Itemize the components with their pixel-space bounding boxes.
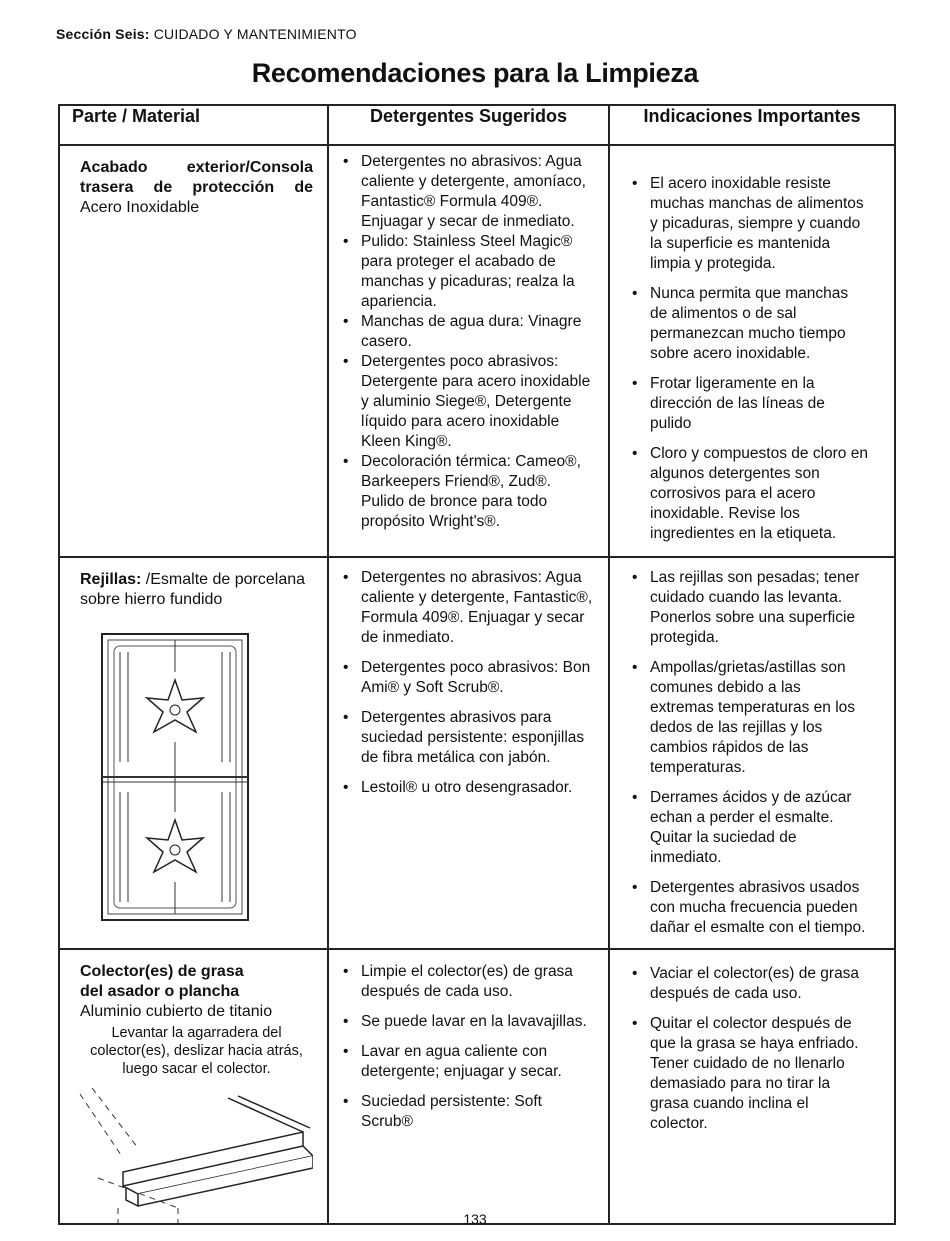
column-header-detergents: Detergentes Sugeridos — [328, 105, 609, 145]
part-description — [80, 570, 313, 610]
grate-illustration — [100, 632, 250, 922]
table-row — [59, 557, 895, 949]
list-item: • Las rejillas son pesadas; tener cuidado cuando las levanta. Ponerlos sobre una superficie protegida. — [630, 568, 868, 648]
indications-cell — [609, 557, 895, 949]
column-header-indications: Indicaciones Importantes — [609, 105, 895, 145]
list-item: • Lestoil® u otro desengrasador. — [341, 778, 598, 798]
list-item: • Detergentes poco abrasivos: Bon Ami® y Soft Scrub®. — [341, 658, 598, 698]
part-name-line: Colector(es) de grasa — [80, 963, 244, 980]
table-header-row — [59, 105, 895, 145]
list-item: • El acero inoxidable resiste muchas manchas de alimentos y picaduras, siempre y cuando la superficie es mantenida limpia y protegida. — [630, 174, 868, 274]
part-material: /Esmalte de porcelana sobre hierro fundido — [80, 571, 306, 608]
list-item: • Detergentes abrasivos para suciedad persistente: esponjillas de fibra metálica con jabón. — [341, 708, 598, 768]
column-header-part: Parte / Material — [59, 105, 328, 145]
detergents-cell — [328, 949, 609, 1224]
section-label: Sección Seis: — [56, 26, 150, 42]
grease-pan-illustration — [78, 1088, 313, 1223]
part-name-line: del asador o plancha — [80, 983, 240, 1000]
table-row — [59, 145, 895, 557]
list-item: • Ampollas/grietas/astillas son comunes debido a las extremas temperaturas en los dedos de las rejillas y los cambios rápidos de las temperaturas. — [630, 658, 868, 778]
list-item: • Nunca permita que manchas de alimentos o de sal permanezcan mucho tiempo sobre acero inoxidable. — [630, 284, 868, 364]
list-item: • Se puede lavar en la lavavajillas. — [341, 1012, 598, 1032]
page-title: Recomendaciones para la Limpieza — [251, 58, 699, 88]
detergents-cell — [328, 145, 609, 557]
section-header — [56, 26, 357, 42]
part-note: Levantar la agarradera del colector(es), deslizar hacia atrás, luego sacar el colector. — [90, 1025, 303, 1077]
list-item: • Detergentes abrasivos usados con mucha frecuencia pueden dañar el esmalte con el tiempo. — [630, 878, 868, 938]
list-item: • Frotar ligeramente en la dirección de las líneas de pulido — [630, 374, 868, 434]
part-material: Acero Inoxidable — [80, 199, 200, 216]
list-item: • Vaciar el colector(es) de grasa después de cada uso. — [630, 964, 868, 1004]
detergents-cell — [328, 557, 609, 949]
part-cell — [59, 949, 328, 1224]
list-item: • Detergentes poco abrasivos: Detergente para acero inoxidable y aluminio Siege®, Detergente líquido para acero inoxidable Kleen King®. — [341, 352, 598, 452]
list-item: • Manchas de agua dura: Vinagre casero. — [341, 312, 598, 352]
indications-cell — [609, 145, 895, 557]
list-item: • Lavar en agua caliente con detergente; enjuagar y secar. — [341, 1042, 598, 1082]
list-item: • Derrames ácidos y de azúcar echan a perder el esmalte. Quitar la suciedad de inmediato. — [630, 788, 868, 868]
cleaning-table — [58, 104, 896, 1225]
page-number: 133 — [463, 1211, 487, 1227]
section-name: CUIDADO Y MANTENIMIENTO — [153, 26, 357, 42]
table-row — [59, 949, 895, 1224]
list-item: • Detergentes no abrasivos: Agua caliente y detergente, Fantastic®, Formula 409®. Enjuagar y secar de inmediato. — [341, 568, 598, 648]
list-item: • Decoloración térmica: Cameo®, Barkeepers Friend®, Zud®. Pulido de bronce para todo propósito Wright's®. — [341, 452, 598, 532]
list-item: • Detergentes no abrasivos: Agua caliente y detergente, amoníaco, Fantastic® Formula 409®. Enjuagar y secar de inmediato. — [341, 152, 598, 232]
list-item: • Suciedad persistente: Soft Scrub® — [341, 1092, 598, 1132]
list-item: • Cloro y compuestos de cloro en algunos detergentes son corrosivos para el acero inoxidable. Revise los ingredientes en la etiqueta. — [630, 444, 868, 544]
list-item: • Pulido: Stainless Steel Magic® para proteger el acabado de manchas y picaduras; realza la apariencia. — [341, 232, 598, 312]
part-name-line: trasera de protección de — [80, 179, 313, 196]
part-material: Aluminio cubierto de titanio — [80, 1003, 273, 1020]
part-cell — [59, 557, 328, 949]
part-name: Rejillas: — [80, 571, 142, 588]
part-cell — [59, 145, 328, 557]
list-item: • Quitar el colector después de que la grasa se haya enfriado. Tener cuidado de no llenarlo demasiado para no tirar la grasa cuando inclina el colector. — [630, 1014, 868, 1134]
indications-cell — [609, 949, 895, 1224]
part-name-line: Acabado exterior/Consola — [80, 159, 313, 176]
list-item: • Limpie el colector(es) de grasa después de cada uso. — [341, 962, 598, 1002]
